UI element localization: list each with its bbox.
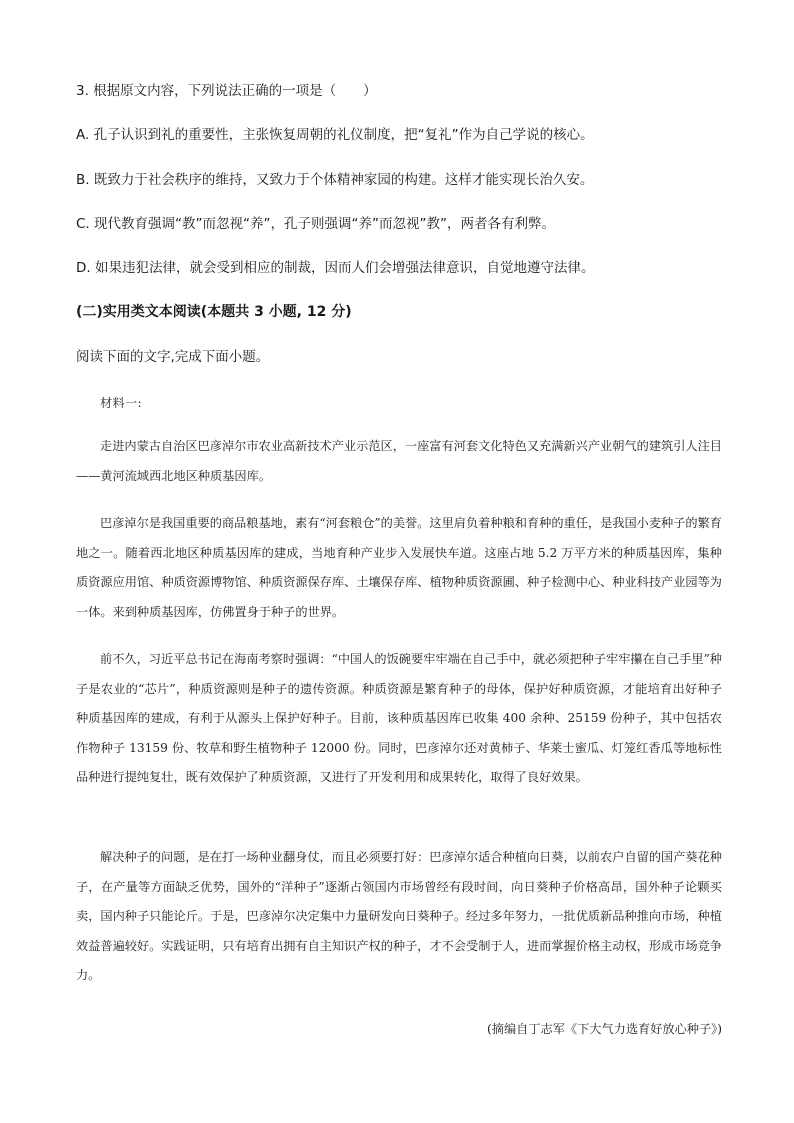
section-heading: (二)实用类文本阅读(本题共 3 小题, 12 分) xyxy=(76,304,352,320)
option-a: A. 孔子认识到礼的重要性，主张恢复周朝的礼仪制度，把“复礼”作为自己学说的核心。 xyxy=(76,127,594,143)
option-d: D. 如果违犯法律，就会受到相应的制裁，因而人们会增强法律意识，自觉地遵守法律。 xyxy=(76,260,595,276)
paragraph-2: 巴彦淖尔是我国重要的商品粮基地，素有“河套粮仓”的美誉。这里肩负着种粮和育种的重任，是我国小麦种子的繁育地之一。随着西北地区种质基因库的建成，当地育种产业步入发展快车道。这座占地 5.2 万平方米的种质基因库，集种质资源应用馆、种质资源博物馆、种质资源保存库、土壤保存库、植物种质资源圃、种子检测中心、种业科技产业园等为一体。来到种质基因库，仿佛置身于种子的世界。 xyxy=(76,516,722,619)
section-instruction: 阅读下面的文字,完成下面小题。 xyxy=(76,349,270,365)
paragraph-4: 解决种子的问题，是在打一场种业翻身仗，而且必须要打好：巴彦淖尔适合种植向日葵，以前农户自留的国产葵花种子，在产量等方面缺乏优势，国外的“洋种子”逐渐占领国内市场曾经有段时间，向日葵种子价格高昂，国外种子论颗买卖，国内种子只能论斤。于是，巴彦淖尔决定集中力量研发向日葵种子。经过多年努力，一批优质新品种推向市场，种植效益普遍较好。实践证明，只有培育出拥有自主知识产权的种子，才不会受制于人，进而掌握价格主动权，形成市场竞争力。 xyxy=(76,850,722,982)
paragraph-1: 走进内蒙古自治区巴彦淖尔市农业高新技术产业示范区，一座富有河套文化特色又充满新兴产业朝气的建筑引人注目——黄河流域西北地区种质基因库。 xyxy=(76,439,722,483)
option-b: B. 既致力于社会秩序的维持，又致力于个体精神家园的构建。这样才能实现长治久安。 xyxy=(76,172,594,188)
question-3-stem: 3. 根据原文内容，下列说法正确的一项是（ ） xyxy=(76,83,377,99)
material-label: 材料一: xyxy=(100,396,142,410)
paragraph-3: 前不久，习近平总书记在海南考察时强调：“中国人的饭碗要牢牢端在自己手中，就必须把种子牢牢攥在自己手里”种子是农业的“芯片”，种质资源则是种子的遗传资源。种质资源是繁育种子的母体，保护好种质资源，才能培育出好种子种质基因库的建成，有利于从源头上保护好种子。目前，该种质基因库已收集 400 余种、25159 份种子，其中包括农作物种子 13159 份、牧草和野生植物种子 12000 份。同时，巴彦淖尔还对黄柿子、华莱士蜜瓜、灯笼红香瓜等地标性品种进行提纯复壮，既有效保护了种质资源，又进行了开发利用和成果转化，取得了良好效果。 xyxy=(76,652,722,784)
source-citation: (摘编自丁志军《下大气力选育好放心种子》) xyxy=(487,1022,722,1036)
option-c: C. 现代教育强调“教”而忽视“养”，孔子则强调“养”而忽视”教”，两者各有利弊。 xyxy=(76,216,555,232)
